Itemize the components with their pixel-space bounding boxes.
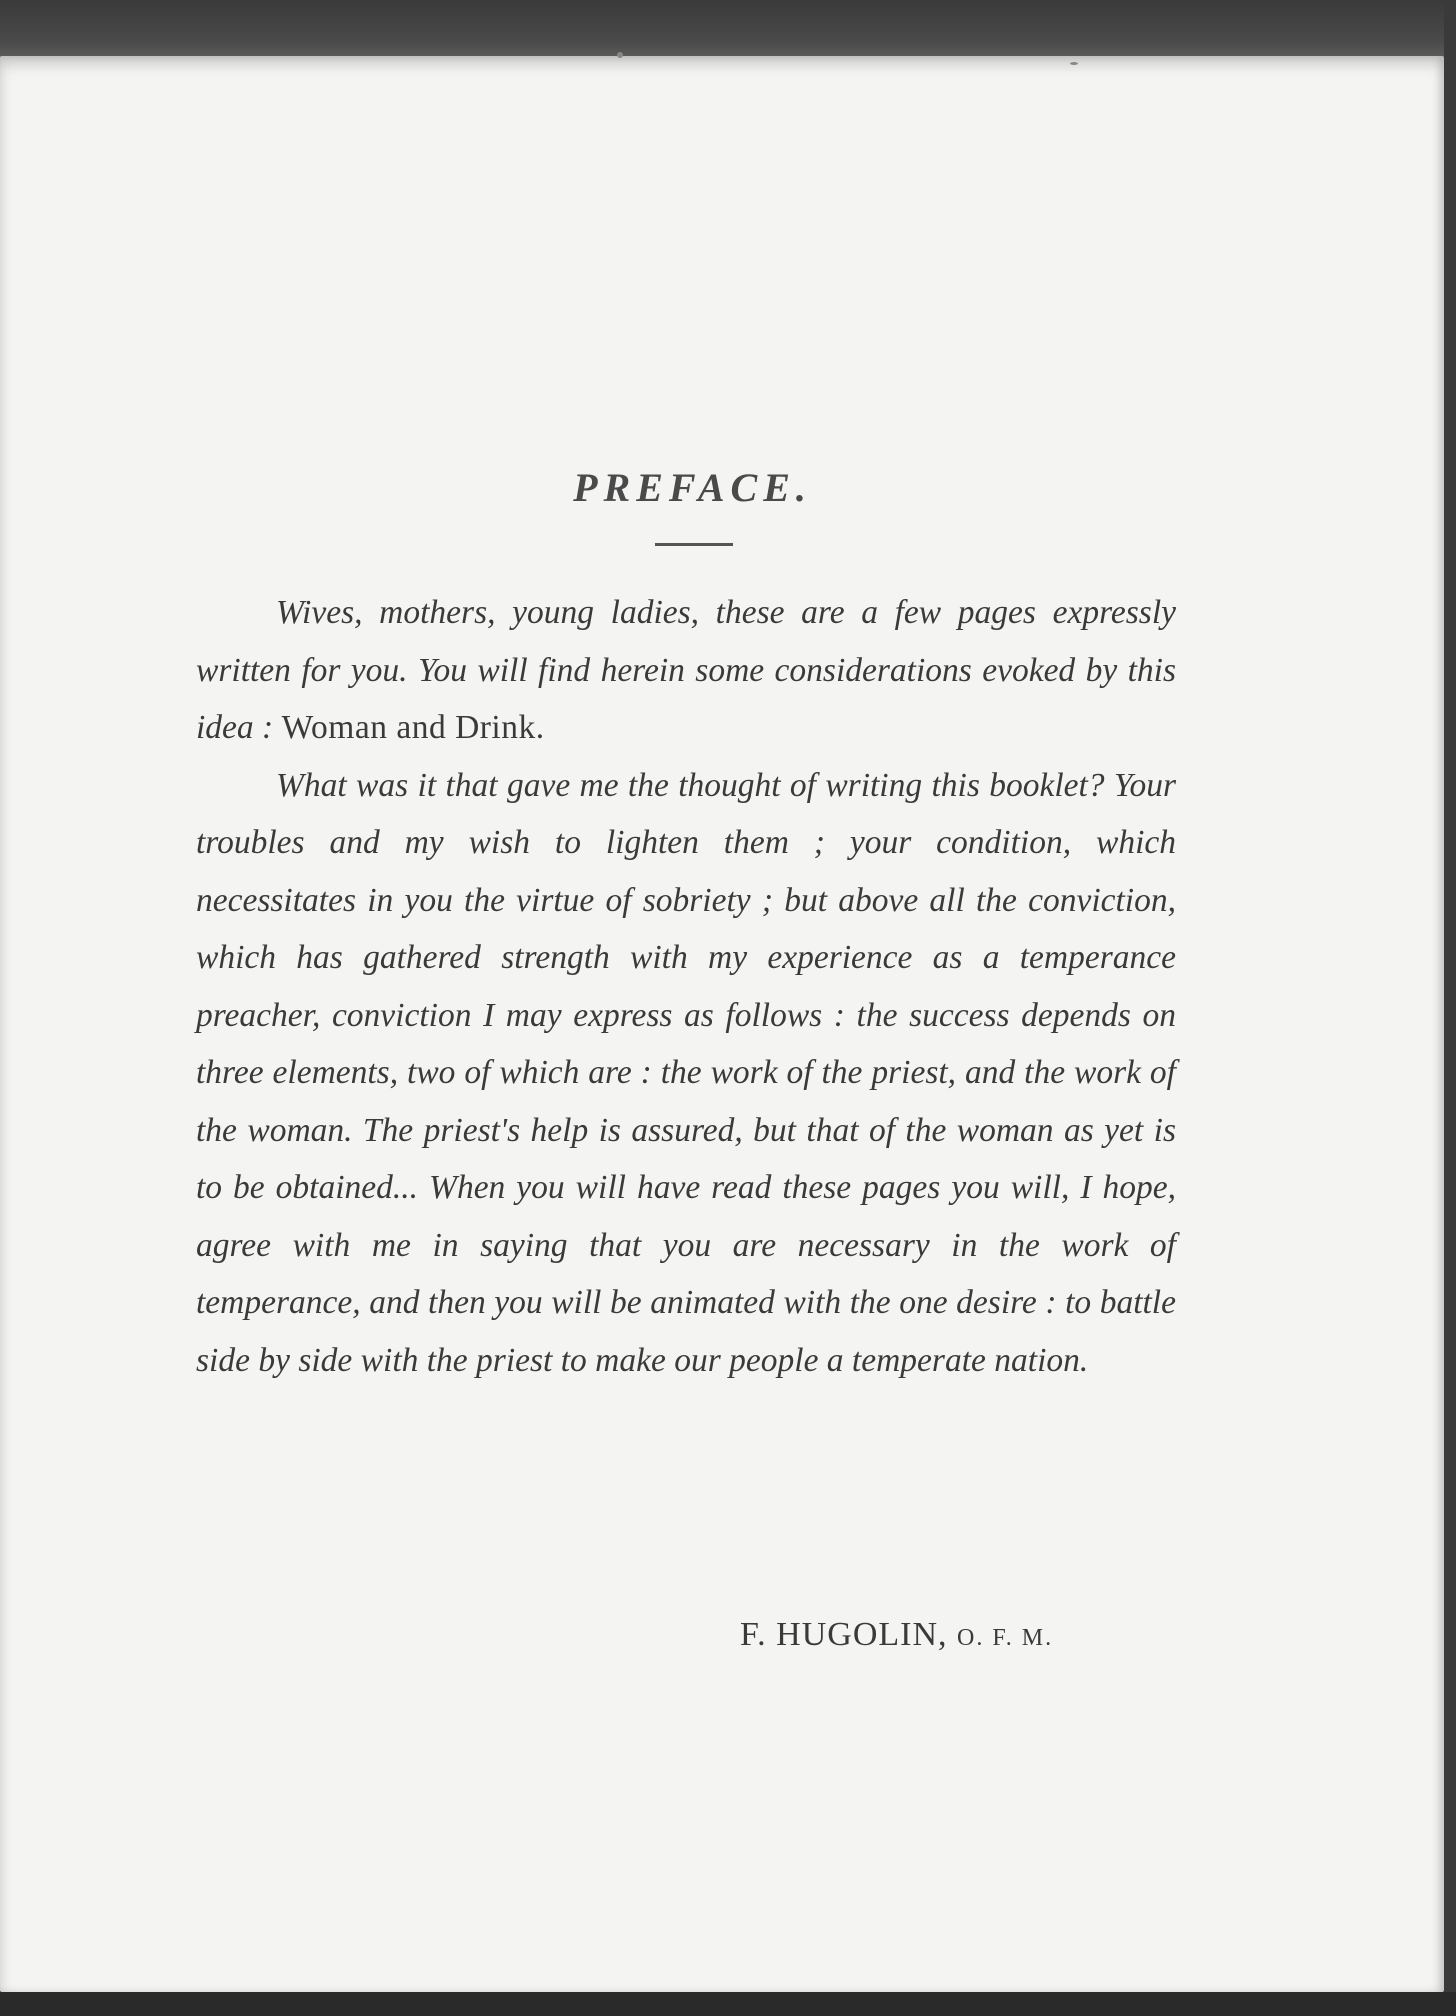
title-divider	[655, 543, 733, 546]
page-title: PREFACE.	[573, 465, 812, 510]
scan-speck	[617, 52, 623, 58]
scan-speck	[1070, 62, 1078, 65]
paragraph-2: What was it that gave me the thought of writing this booklet? Your troubles and my wish to lighten them ; your condition, which necessitates in you the virtue of sobriety ; but above all the conviction, which has gathered strength with my experience as a temperance preacher, conviction I may express as follows : the success depends on three elements, two of which are : the work of the priest, and the work of the woman. The priest's help is assured, but that of the woman as yet is to be obtained... When you will have read these pages you will, I hope, agree with me in saying that you are necessary in the work of temperance, and then you will be animated with the one desire : to battle side by side with the priest to make our people a temperate nation.	[196, 766, 1176, 1379]
author-signature	[740, 1616, 1160, 1654]
book-page	[0, 56, 1444, 1992]
paragraph-1	[196, 584, 1176, 757]
preface-body	[196, 584, 1176, 1389]
scan-right-edge	[1444, 0, 1456, 2016]
author-order: O. F. M.	[957, 1625, 1054, 1651]
paragraph-1-text: Wives, mothers, young ladies, these are a few pages expressly written for you. You will find herein some considerations evoked by this idea :	[196, 594, 1176, 746]
author-name: F. HUGOLIN,	[740, 1616, 948, 1653]
emphasized-phrase: Woman and Drink.	[281, 709, 545, 746]
scan-bottom-edge	[0, 1992, 1456, 2016]
